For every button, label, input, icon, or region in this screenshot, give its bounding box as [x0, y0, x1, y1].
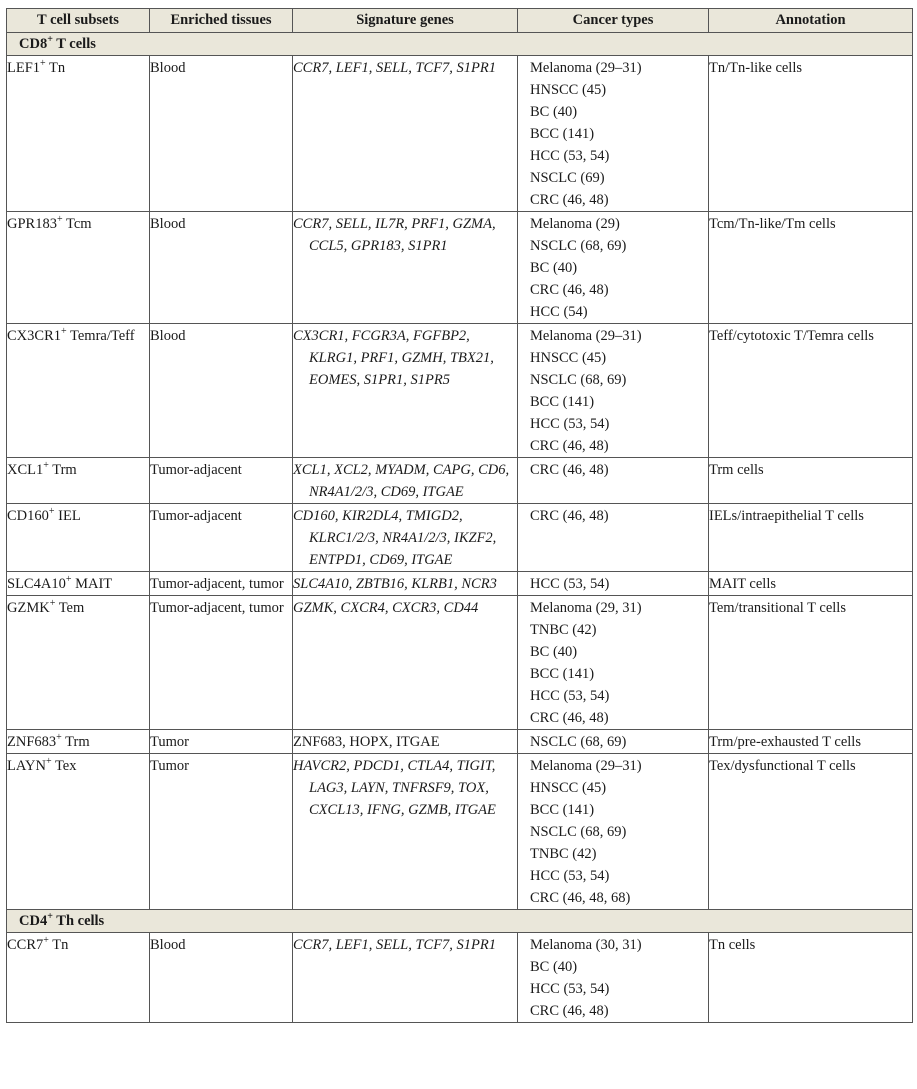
section-title-sup: + — [47, 34, 53, 45]
section-row — [7, 910, 913, 933]
cancer-type: CRC (46, 48) — [530, 508, 609, 524]
cancer-type: Melanoma (29–31) — [530, 60, 642, 76]
subset-rest: Trm — [48, 462, 77, 478]
subset-rest: Temra/Teff — [66, 328, 135, 344]
cancer-type: HCC (53, 54) — [530, 416, 610, 432]
subset-name: GPR183 — [7, 216, 57, 232]
subset-name: CCR7 — [7, 937, 44, 953]
subset-sup: + — [65, 574, 72, 585]
cancer-type: HCC (53, 54) — [530, 576, 610, 592]
subset-sup: + — [56, 214, 63, 225]
subset-name: GZMK — [7, 600, 50, 616]
cell-subset — [7, 504, 150, 572]
section-title-main: CD4 — [19, 913, 48, 929]
subset-name: CD160 — [7, 508, 49, 524]
cell-genes: GZMK, CXCR4, CXCR3, CD44 — [293, 596, 518, 730]
cell-tissue: Tumor — [150, 730, 293, 754]
subset-sup: + — [56, 732, 62, 743]
cancer-type: HCC (53, 54) — [530, 148, 610, 164]
subset-sup: + — [49, 598, 56, 609]
cancer-type: CRC (46, 48) — [530, 192, 609, 208]
cancer-type: BC (40) — [530, 959, 578, 975]
table-row — [7, 754, 913, 910]
header-enriched-tissues: Enriched tissues — [150, 9, 293, 33]
cancer-type: Melanoma (29–31) — [530, 758, 642, 774]
section-title-rest: Th cells — [52, 913, 105, 929]
table-row — [7, 572, 913, 596]
cell-genes: HAVCR2, PDCD1, CTLA4, TIGIT, LAG3, LAYN, TNFRSF9, TOX, CXCL13, IFNG, GZMB, ITGAE — [293, 754, 518, 910]
cell-genes: CCR7, LEF1, SELL, TCF7, S1PR1 — [293, 933, 518, 1023]
cancer-type: TNBC (42) — [530, 846, 597, 862]
cancer-type: BC (40) — [530, 104, 578, 120]
cell-subset — [7, 56, 150, 212]
cancer-type: HCC (53, 54) — [530, 981, 610, 997]
header-signature-genes: Signature genes — [293, 9, 518, 33]
cancer-type: CRC (46, 48) — [530, 282, 609, 298]
cancer-type: NSCLC (69) — [530, 170, 605, 186]
cancer-type: Melanoma (30, 31) — [530, 937, 642, 953]
cell-genes: CCR7, LEF1, SELL, TCF7, S1PR1 — [293, 56, 518, 212]
cell-subset — [7, 933, 150, 1023]
cancer-type: CRC (46, 48) — [530, 1003, 609, 1019]
cancer-type: Melanoma (29–31) — [530, 328, 642, 344]
table-row — [7, 933, 913, 1023]
cancer-type: HCC (54) — [530, 304, 588, 320]
subset-name: XCL1 — [7, 462, 44, 478]
cell-genes: CCR7, SELL, IL7R, PRF1, GZMA, CCL5, GPR183, S1PR1 — [293, 212, 518, 324]
cell-genes: XCL1, XCL2, MYADM, CAPG, CD6, NR4A1/2/3, CD69, ITGAE — [293, 458, 518, 504]
cell-annotation: Tex/dysfunctional T cells — [709, 754, 913, 910]
cell-annotation: Tcm/Tn-like/Tm cells — [709, 212, 913, 324]
cell-subset — [7, 212, 150, 324]
cell-genes: SLC4A10, ZBTB16, KLRB1, NCR3 — [293, 572, 518, 596]
subset-name: CX3CR1 — [7, 328, 61, 344]
cell-cancers — [518, 56, 709, 212]
subset-sup: + — [43, 460, 49, 471]
cell-annotation: Tem/transitional T cells — [709, 596, 913, 730]
table-row — [7, 730, 913, 754]
cell-cancers — [518, 754, 709, 910]
cell-subset — [7, 572, 150, 596]
subset-rest: Trm — [61, 734, 90, 750]
cell-tissue: Tumor — [150, 754, 293, 910]
subset-sup: + — [45, 756, 52, 767]
cell-tissue: Blood — [150, 212, 293, 324]
cancer-type: CRC (46, 48) — [530, 710, 609, 726]
cancer-type: CRC (46, 48) — [530, 438, 609, 454]
cell-subset — [7, 458, 150, 504]
cancer-type: NSCLC (68, 69) — [530, 824, 627, 840]
cell-tissue: Blood — [150, 324, 293, 458]
subset-rest: Tn — [45, 60, 66, 76]
table-header — [7, 9, 913, 33]
cancer-type: NSCLC (68, 69) — [530, 734, 627, 750]
cell-cancers — [518, 212, 709, 324]
cancer-type: Melanoma (29) — [530, 216, 620, 232]
section-title-main: CD8 — [19, 36, 48, 52]
subset-name: ZNF683 — [7, 734, 57, 750]
cell-annotation: Trm/pre-exhausted T cells — [709, 730, 913, 754]
cell-tissue: Tumor-adjacent, tumor — [150, 596, 293, 730]
cancer-type: HNSCC (45) — [530, 82, 607, 98]
cancer-type: Melanoma (29, 31) — [530, 600, 642, 616]
cell-annotation: Trm cells — [709, 458, 913, 504]
cancer-type: HCC (53, 54) — [530, 868, 610, 884]
cell-cancers — [518, 730, 709, 754]
cancer-type: HCC (53, 54) — [530, 688, 610, 704]
cancer-type: BCC (141) — [530, 666, 595, 682]
cancer-type: TNBC (42) — [530, 622, 597, 638]
section-title — [7, 33, 913, 56]
cell-subset — [7, 754, 150, 910]
header-t-cell-subsets: T cell subsets — [7, 9, 150, 33]
subset-sup: + — [43, 935, 49, 946]
cell-cancers — [518, 933, 709, 1023]
cancer-type: BC (40) — [530, 260, 578, 276]
cell-tissue: Tumor-adjacent — [150, 504, 293, 572]
cell-genes: ZNF683, HOPX, ITGAE — [293, 730, 518, 754]
subset-rest: Tex — [51, 758, 77, 774]
cancer-type: CRC (46, 48, 68) — [530, 890, 631, 906]
table-row — [7, 212, 913, 324]
subset-sup: + — [48, 506, 55, 517]
cell-subset — [7, 596, 150, 730]
cell-tissue: Blood — [150, 56, 293, 212]
cell-tissue: Blood — [150, 933, 293, 1023]
section-row — [7, 33, 913, 56]
section-title — [7, 910, 913, 933]
table-body — [7, 33, 913, 1023]
table-row — [7, 504, 913, 572]
subset-rest: IEL — [54, 508, 81, 524]
cancer-type: HNSCC (45) — [530, 780, 607, 796]
cell-annotation: Tn cells — [709, 933, 913, 1023]
subset-rest: Tn — [48, 937, 69, 953]
header-annotation: Annotation — [709, 9, 913, 33]
cancer-type: BC (40) — [530, 644, 578, 660]
cell-cancers — [518, 458, 709, 504]
cell-subset — [7, 730, 150, 754]
cell-tissue: Tumor-adjacent, tumor — [150, 572, 293, 596]
cancer-type: NSCLC (68, 69) — [530, 372, 627, 388]
table-row — [7, 324, 913, 458]
cell-genes: CD160, KIR2DL4, TMIGD2, KLRC1/2/3, NR4A1/2/3, IKZF2, ENTPD1, CD69, ITGAE — [293, 504, 518, 572]
cancer-type: BCC (141) — [530, 802, 595, 818]
cell-genes: CX3CR1, FCGR3A, FGFBP2, KLRG1, PRF1, GZMH, TBX21, EOMES, S1PR1, S1PR5 — [293, 324, 518, 458]
table-row — [7, 56, 913, 212]
table-row — [7, 596, 913, 730]
cell-cancers — [518, 572, 709, 596]
subset-sup: + — [40, 58, 46, 69]
cell-subset — [7, 324, 150, 458]
cell-annotation: IELs/intraepithelial T cells — [709, 504, 913, 572]
cancer-type: NSCLC (68, 69) — [530, 238, 627, 254]
subset-name: LEF1 — [7, 60, 41, 76]
subset-rest: Tcm — [62, 216, 92, 232]
cell-cancers — [518, 596, 709, 730]
cell-cancers — [518, 324, 709, 458]
table-row — [7, 458, 913, 504]
section-title-sup: + — [47, 911, 53, 922]
subset-sup: + — [61, 326, 67, 337]
cell-cancers — [518, 504, 709, 572]
subset-rest: Tem — [55, 600, 85, 616]
cell-annotation: MAIT cells — [709, 572, 913, 596]
cell-annotation: Tn/Tn-like cells — [709, 56, 913, 212]
cancer-type: BCC (141) — [530, 394, 595, 410]
subset-rest: MAIT — [71, 576, 113, 592]
section-title-rest: T cells — [52, 36, 96, 52]
cancer-type: HNSCC (45) — [530, 350, 607, 366]
cell-tissue: Tumor-adjacent — [150, 458, 293, 504]
cancer-type: CRC (46, 48) — [530, 462, 609, 478]
subset-name: SLC4A10 — [7, 576, 66, 592]
cell-annotation: Teff/cytotoxic T/Temra cells — [709, 324, 913, 458]
cancer-type: BCC (141) — [530, 126, 595, 142]
t-cell-subsets-table — [6, 8, 913, 1023]
header-cancer-types: Cancer types — [518, 9, 709, 33]
subset-name: LAYN — [7, 758, 46, 774]
